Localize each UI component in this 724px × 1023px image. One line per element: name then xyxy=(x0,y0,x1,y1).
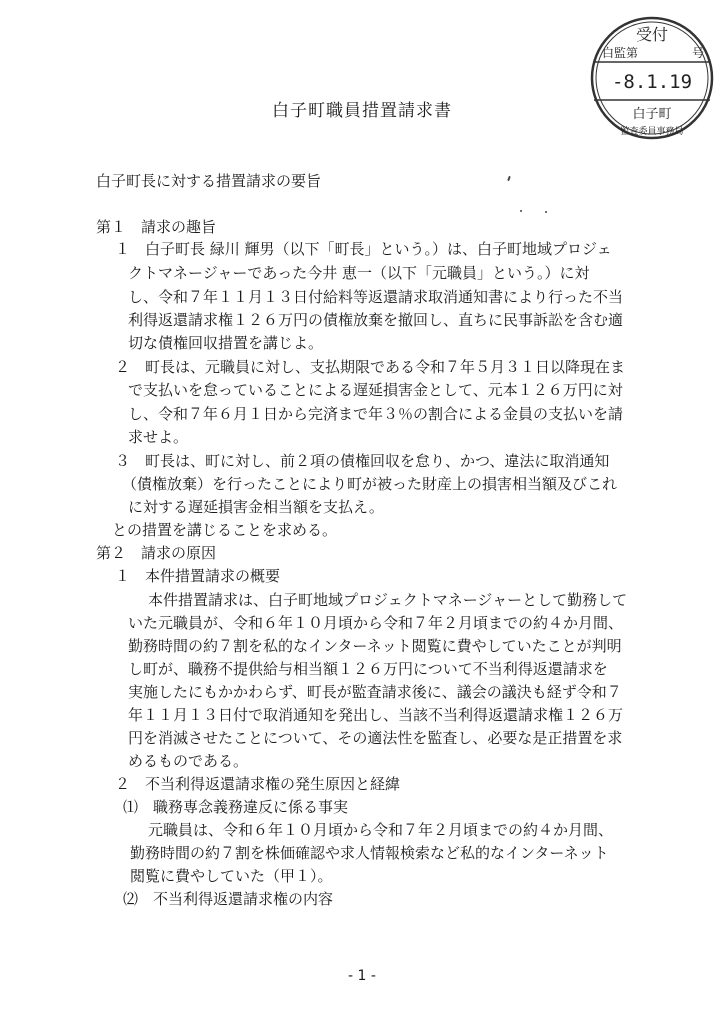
summary-heading: 白子町長に対する措置請求の要旨 xyxy=(96,172,322,190)
body-line: 元職員は、令和６年１０月頃から令和７年２月頃までの約４か月間、 xyxy=(148,821,614,839)
stamp-top-label: 受付 xyxy=(635,25,669,44)
stamp-date: -8.1.19 xyxy=(611,71,693,93)
body-line: に対する遅延損害金相当額を支払え。 xyxy=(128,498,384,516)
stamp-org: 監査委員事務局 xyxy=(620,127,684,137)
body-line: し、令和７年６月１日から完済まで年３％の割合による金員の支払いを請 xyxy=(128,405,624,423)
body-line: １ 白子町長 緑川 輝男（以下「町長」という。）は、白子町地域プロジェ xyxy=(115,240,612,258)
body-line: いた元職員が、令和６年１０月頃から令和７年２月頃までの約４か月間、 xyxy=(128,614,624,632)
page-number: - 1 - xyxy=(348,968,376,984)
body-line: 閲覧に費やしていた（甲１）。 xyxy=(130,867,333,885)
body-line: 年１１月１３日付で取消通知を発出し、当該不当利得返還請求権１２６万 xyxy=(128,706,624,724)
stamp-office-label: 白監第 xyxy=(602,46,639,60)
reception-stamp xyxy=(588,14,716,142)
body-line: 勤務時間の約７割を株価確認や求人情報検索など私的なインターネット xyxy=(130,844,609,862)
body-line: 実施したにもかかわらず、町長が監査請求後に、議会の議決も経ず令和７ xyxy=(128,683,622,701)
body-line: １ 本件措置請求の概要 xyxy=(115,567,281,585)
body-line: 利得返還請求権１２６万円の債権放棄を撤回し、直ちに民事訴訟を含む適 xyxy=(128,311,624,329)
body-line: クトマネージャーであった今井 恵一（以下「元職員」という。）に対 xyxy=(128,264,590,282)
body-line: 求せよ。 xyxy=(128,428,189,446)
body-line: し町が、職務不提供給与相当額１２６万円について不当利得返還請求を xyxy=(128,660,608,678)
body-line: で支払いを怠っていることによる遅延損害金として、元本１２６万円に対 xyxy=(128,381,623,399)
scan-speck xyxy=(520,210,522,212)
section-2-heading: 第２ 請求の原因 xyxy=(96,544,217,562)
body-line: ３ 町長は、町に対し、前２項の債権回収を怠り、かつ、違法に取消通知 xyxy=(115,452,610,470)
section-1-heading: 第１ 請求の趣旨 xyxy=(96,218,217,236)
body-line: （債権放棄）を行ったことにより町が被った財産上の損害相当額及びこれ xyxy=(122,475,618,493)
scan-speck xyxy=(545,211,547,213)
document-title: 白子町職員措置請求書 xyxy=(272,101,452,121)
stamp-ring-graphic xyxy=(588,14,716,142)
body-line: ⑴ 職務専念義務違反に係る事実 xyxy=(123,798,349,816)
scan-speck xyxy=(507,176,511,181)
body-line: ⑵ 不当利得返還請求権の内容 xyxy=(123,890,334,908)
body-line: 勤務時間の約７割を私的なインターネット閲覧に費やしていたことが判明 xyxy=(128,637,622,655)
body-line: 本件措置請求は、白子町地域プロジェクトマネージャーとして勤務して xyxy=(148,591,628,609)
body-line: 円を消滅させたことについて、その適法性を監査し、必要な是正措置を求 xyxy=(128,729,623,747)
stamp-town: 白子町 xyxy=(632,107,672,122)
body-line: ２ 町長は、元職員に対し、支払期限である令和７年５月３１日以降現在ま xyxy=(115,358,626,376)
body-line: 切な債権回収措置を講じよ。 xyxy=(128,334,324,352)
body-line: めるものである。 xyxy=(128,752,249,770)
body-line: ２ 不当利得返還請求権の発生原因と経緯 xyxy=(115,775,401,793)
body-line: との措置を講じることを求める。 xyxy=(112,521,338,539)
stamp-number-suffix: 号 xyxy=(692,46,705,60)
body-line: し、令和７年１１月１３日付給料等返還請求取消通知書により行った不当 xyxy=(128,288,624,306)
